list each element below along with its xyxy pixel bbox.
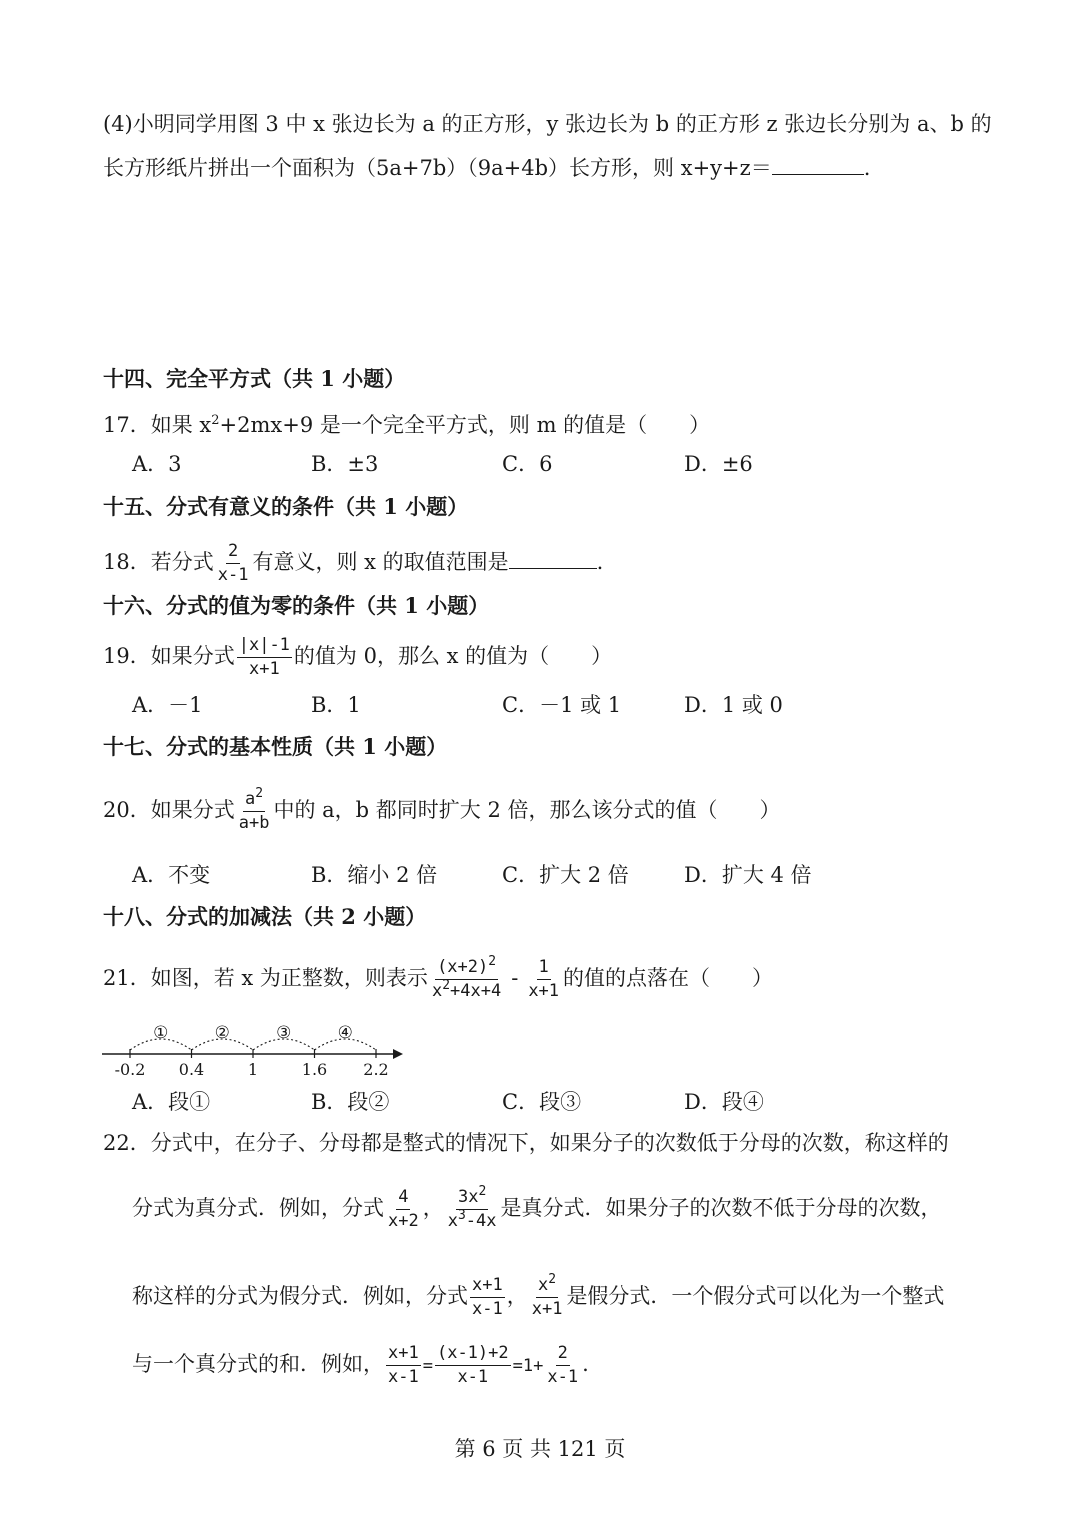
q17-options: [0, 449, 1080, 479]
q22-l2-f2-num-sup: 2: [478, 1184, 487, 1199]
q19-option-d[interactable]: D．1 或 0: [684, 693, 783, 717]
number-line-tick-label: 2.2: [363, 1060, 389, 1079]
q21-minus: -: [511, 966, 519, 990]
q22-l4-pre: 与一个真分式的和．例如，: [132, 1352, 384, 1376]
q19-fraction: [237, 635, 292, 680]
section-title-16: 十六、分式的值为零的条件（共 1 小题）: [103, 593, 490, 618]
number-line-figure: [100, 1016, 410, 1080]
q20-option-c[interactable]: C．扩大 2 倍: [502, 863, 629, 887]
q22-l4-fraction-2: [435, 1343, 511, 1388]
number-line-tick-label: 1.6: [301, 1060, 328, 1079]
q18-frac-num: 2: [226, 541, 240, 564]
number-line-tick-label: 0.4: [178, 1060, 205, 1079]
number-line-tick-label: -0.2: [114, 1060, 146, 1079]
answer-blank[interactable]: [772, 154, 864, 175]
q21-post: 的值的点落在（ ）: [563, 966, 774, 990]
q22-l4-f2-den: x-1: [457, 1367, 489, 1387]
q21-number: 21．: [103, 966, 151, 990]
number-line-tick-label: 1: [247, 1060, 259, 1079]
q18-post: 有意义，则 x 的取值范围是: [252, 550, 509, 574]
question-22-line1: [103, 1128, 949, 1158]
section-title-18: 十八、分式的加减法（共 2 小题）: [103, 904, 427, 929]
number-line-arrow-icon: [393, 1049, 403, 1059]
number-line-segment-label: ②: [214, 1023, 230, 1043]
q21-frac1-num: [435, 954, 498, 980]
q20-post: 中的 a，b 都同时扩大 2 倍，那么该分式的值（ ）: [273, 798, 781, 822]
q21-frac1-num-base: (x+2): [437, 957, 489, 977]
q18-frac-den: x-1: [217, 565, 249, 585]
q17-option-b[interactable]: B．±3: [311, 452, 379, 476]
section-title-15: 十五、分式有意义的条件（共 1 小题）: [103, 494, 469, 519]
question-19: [103, 632, 612, 680]
q21-option-a[interactable]: A．段①: [132, 1090, 211, 1114]
q22-l2-f2-den-a: x: [447, 1211, 458, 1231]
q22-l3-f2-num-a: x: [538, 1275, 549, 1295]
q22-l3-f2-num-sup: 2: [548, 1272, 557, 1287]
q22-l4-end: .: [582, 1352, 589, 1376]
q22-l2-f1-den: x+2: [388, 1211, 419, 1231]
q21-pre: 如图，若 x 为正整数，则表示: [150, 966, 428, 990]
q20-frac-den: a+b: [238, 813, 270, 833]
q19-option-b[interactable]: B．1: [311, 693, 361, 717]
q22-number: 22．: [103, 1131, 151, 1155]
question-22-line4: [132, 1336, 589, 1394]
number-line-segment-label: ④: [337, 1023, 353, 1043]
q17-option-a[interactable]: A．3: [132, 452, 182, 476]
q21-fraction-1: [430, 954, 503, 1002]
q22-l4-f2-num: (x-1)+2: [435, 1343, 511, 1366]
question-22-line2: [132, 1180, 942, 1236]
question-17: [103, 406, 710, 440]
section-title-17: 十七、分式的基本性质（共 1 小题）: [103, 734, 448, 759]
question-21: [103, 950, 773, 1006]
q19-post: 的值为 0，那么 x 的值为（ ）: [293, 644, 613, 668]
q22-l4-f1-num: x+1: [386, 1343, 421, 1366]
q19-options: [0, 690, 1080, 720]
q22-l2-f2-num: [456, 1184, 488, 1210]
answer-blank[interactable]: [509, 548, 597, 569]
q17-option-c[interactable]: C．6: [502, 452, 553, 476]
q20-frac-num-base: a: [245, 789, 256, 809]
q17-sup: 2: [211, 413, 220, 428]
q20-option-d[interactable]: D．扩大 4 倍: [684, 863, 812, 887]
q22-l2-f2-den: [446, 1210, 499, 1232]
q21-option-b[interactable]: B．段②: [311, 1090, 390, 1114]
q20-frac-num: [243, 786, 265, 812]
q21-option-c[interactable]: C．段③: [502, 1090, 582, 1114]
q21-frac2-num: 1: [537, 957, 551, 980]
q22-l4-f3-num: 2: [556, 1343, 570, 1366]
q22-l3-f1-den: x-1: [472, 1299, 503, 1319]
q22-l3-pre: 称这样的分式为假分式．例如，分式: [132, 1284, 468, 1308]
q20-options: [0, 860, 1080, 890]
number-line-segment-label: ①: [153, 1023, 169, 1043]
q18-number: 18．: [103, 550, 151, 574]
q20-number: 20．: [103, 798, 151, 822]
q20-option-a[interactable]: A．不变: [132, 863, 211, 887]
q22-l2-comma: ，: [422, 1196, 444, 1220]
q22-l3-fraction-2: [530, 1272, 565, 1320]
q22-l4-eq1: =: [422, 1356, 433, 1376]
q20-frac-num-sup: 2: [255, 786, 264, 801]
q22-l2-f2-num-a: 3x: [457, 1187, 479, 1207]
number-line-segment-label: ③: [276, 1023, 292, 1043]
q21-frac2-den: x+1: [528, 981, 560, 1001]
q20-pre: 如果分式: [150, 798, 235, 822]
q22-l3-f2-num: [536, 1272, 558, 1298]
q22-l3-f1-num: x+1: [470, 1275, 505, 1298]
q21-fraction-2: [526, 957, 561, 1002]
page-footer: 第 6 页 共 121 页: [454, 1437, 626, 1461]
q22-l3-fraction-1: [470, 1275, 505, 1320]
q22-l3-comma: ，: [506, 1284, 528, 1308]
q17-text-a: 如果 x: [150, 413, 212, 437]
q19-option-a[interactable]: A．－1: [132, 693, 203, 717]
q22-l4-eq2: =1+: [512, 1356, 544, 1376]
q22-l3-f2-den: x+1: [531, 1299, 563, 1319]
q21-frac1-den-b: +4x+4: [450, 981, 502, 1001]
q21-frac1-den-a: x: [431, 981, 443, 1001]
section-title-14: 十四、完全平方式（共 1 小题）: [103, 366, 406, 391]
q22-l4-fraction-1: [386, 1343, 421, 1388]
q22-l2-fraction-2: [446, 1184, 499, 1232]
q16-part4-line1: (4)小明同学用图 3 中 x 张边长为 a 的正方形，y 张边长为 b 的正方形 z 张边长分别为 a、b 的: [103, 112, 992, 136]
q21-option-d[interactable]: D．段④: [684, 1090, 764, 1114]
question-18: [103, 538, 603, 586]
q16-part4-line2-text: 长方形纸片拼出一个面积为（5a+7b）（9a+4b）长方形，则 x+y+z＝: [103, 156, 772, 180]
q22-l4-f1-den: x-1: [388, 1367, 419, 1387]
q22-l2-fraction-1: [386, 1187, 421, 1232]
q22-l2-post: 是真分式．如果分子的次数不低于分母的次数，: [500, 1196, 942, 1220]
q22-line1: 分式中，在分子、分母都是整式的情况下，如果分子的次数低于分母的次数，称这样的: [150, 1131, 949, 1155]
question-20: [103, 784, 780, 836]
q19-option-c[interactable]: C．－1 或 1: [502, 693, 622, 717]
q22-l4-f3-den: x-1: [547, 1367, 579, 1387]
q21-frac1-den-sup: 2: [442, 978, 451, 993]
q21-options: [0, 1087, 1080, 1117]
q19-pre: 如果分式: [150, 644, 235, 668]
q20-option-b[interactable]: B．缩小 2 倍: [311, 863, 438, 887]
q16-part4-end: .: [863, 156, 871, 180]
q21-frac1-num-sup: 2: [488, 954, 497, 969]
question-22-line3: [132, 1268, 944, 1324]
q16-part4-line2: [103, 153, 870, 183]
q22-l3-post: 是假分式．一个假分式可以化为一个整式: [566, 1284, 945, 1308]
q22-l4-fraction-3: [545, 1343, 580, 1388]
q19-frac-num: |x|-1: [237, 635, 292, 658]
q17-option-d[interactable]: D．±6: [684, 452, 753, 476]
q22-l2-f1-num: 4: [396, 1187, 410, 1210]
q18-pre: 若分式: [150, 550, 214, 574]
q18-end: .: [596, 550, 604, 574]
q17-text-b: +2mx+9 是一个完全平方式，则 m 的值是（ ）: [219, 413, 711, 437]
q20-fraction: [237, 786, 272, 834]
q19-number: 19．: [103, 644, 151, 668]
q22-l2-f2-den-b: -4x: [465, 1211, 497, 1231]
q21-frac1-den: [430, 980, 503, 1002]
q22-l2-pre: 分式为真分式．例如，分式: [132, 1196, 384, 1220]
q18-fraction: [216, 541, 251, 586]
q17-number: 17．: [103, 413, 151, 437]
q22-l2-f2-den-sup: 3: [457, 1208, 466, 1223]
q19-frac-den: x+1: [248, 659, 280, 679]
